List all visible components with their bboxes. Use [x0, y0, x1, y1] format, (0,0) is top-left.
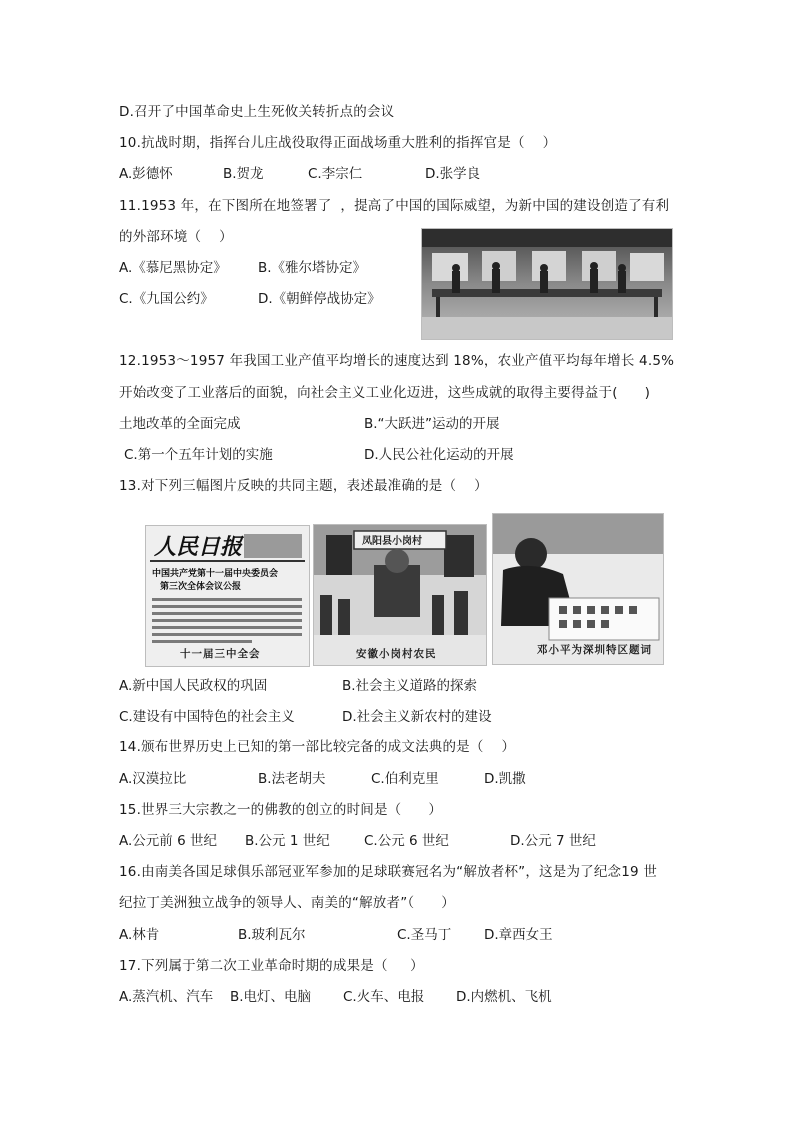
q16-option-c: C.圣马丁: [397, 927, 452, 943]
q16-stem-line2: 纪拉丁美洲独立战争的领导人、南美的“解放者”（ ）: [119, 895, 455, 911]
xiaogang-village-photo: [313, 524, 487, 666]
q10-option-b: B.贺龙: [223, 166, 264, 182]
q13-option-c: C.建设有中国特色的社会主义: [119, 709, 295, 725]
q17-stem: 17.下列属于第二次工业革命时期的成果是（ ）: [119, 958, 424, 974]
q12-option-b: B.“大跃进”运动的开展: [364, 416, 500, 432]
q14-option-c: C.伯利克里: [371, 771, 439, 787]
q11-option-a: A.《慕尼黑协定》: [119, 260, 227, 276]
q12-option-c: C.第一个五年计划的实施: [124, 447, 273, 463]
q10-stem: 10.抗战时期，指挥台儿庄战役取得正面战场重大胜利的指挥官是（ ）: [119, 135, 557, 151]
newspaper-headline-2: 第三次全体会议公报: [160, 582, 242, 592]
newspaper-headline-1: 中国共产党第十一届中央委员会: [152, 569, 279, 579]
armistice-signing-illustration: [422, 229, 672, 339]
q14-stem: 14.颁布世界历史上已知的第一部比较完备的成文法典的是（ ）: [119, 739, 516, 755]
q14-option-a: A.汉漠拉比: [119, 771, 187, 787]
armistice-signing-photo: [421, 228, 673, 340]
q15-option-c: C.公元 6 世纪: [364, 833, 449, 849]
village-gate-sign: 凤阳县小岗村: [362, 536, 422, 547]
newspaper-illustration: [146, 526, 309, 666]
q12-stem-line2: 开始改变了工业落后的面貌，向社会主义工业化迈进，这些成就的取得主要得益于( ): [119, 385, 651, 401]
q15-option-d: D.公元 7 世纪: [510, 833, 596, 849]
q13-stem: 13.对下列三幅图片反映的共同主题，表述最准确的是（ ）: [119, 478, 488, 494]
q16-option-a: A.林肯: [119, 927, 160, 943]
q14-option-d: D.凯撒: [484, 771, 526, 787]
caption-deng-inscription: 邓小平为深圳特区题词: [537, 644, 652, 656]
q15-option-a: A.公元前 6 世纪: [119, 833, 217, 849]
q16-option-d: D.章西女王: [484, 927, 553, 943]
q9-option-d: D.召开了中国革命史上生死攸关转折点的会议: [119, 104, 395, 120]
q17-option-c: C.火车、电报: [343, 989, 425, 1005]
q10-option-a: A.彭德怀: [119, 166, 173, 182]
q13-option-b: B.社会主义道路的探索: [342, 678, 478, 694]
q11-stem-line1: 11.1953 年，在下图所在地签署了 ，提高了中国的国际威望，为新中国的建设创造了有利: [119, 198, 670, 214]
q15-stem: 15.世界三大宗教之一的佛教的创立的时间是（ ）: [119, 802, 443, 818]
q15-option-b: B.公元 1 世纪: [245, 833, 330, 849]
q11-option-b: B.《雅尔塔协定》: [258, 260, 367, 276]
q11-stem-line2: 的外部环境（ ）: [119, 229, 233, 245]
q17-option-a: A.蒸汽机、汽车: [119, 989, 214, 1005]
caption-third-plenum: 十一届三中全会: [180, 648, 261, 660]
q13-option-a: A.新中国人民政权的巩固: [119, 678, 268, 694]
caption-xiaogang-village: 安徽小岗村农民: [356, 648, 437, 660]
q14-option-b: B.法老胡夫: [258, 771, 326, 787]
q12-option-a: 土地改革的全面完成: [119, 416, 241, 432]
q11-option-c: C.《九国公约》: [119, 291, 214, 307]
q10-option-c: C.李宗仁: [308, 166, 363, 182]
q12-stem-line1: 12.1953～1957 年我国工业产值平均增长的速度达到 18%，农业产值平均每年增长 4.5%: [119, 353, 675, 369]
q13-option-d: D.社会主义新农村的建设: [342, 709, 492, 725]
q16-stem-line1: 16.由南美各国足球俱乐部冠亚军参加的足球联赛冠名为“解放者杯”，这是为了纪念19 世: [119, 864, 658, 880]
newspaper-masthead: 人民日报: [154, 534, 243, 560]
q17-option-b: B.电灯、电脑: [230, 989, 312, 1005]
q10-option-d: D.张学良: [425, 166, 481, 182]
q11-option-d: D.《朝鲜停战协定》: [258, 291, 381, 307]
xiaogang-village-illustration: [314, 525, 486, 665]
q12-option-d: D.人民公社化运动的开展: [364, 447, 514, 463]
q16-option-b: B.玻利瓦尔: [238, 927, 306, 943]
q17-option-d: D.内燃机、飞机: [456, 989, 552, 1005]
